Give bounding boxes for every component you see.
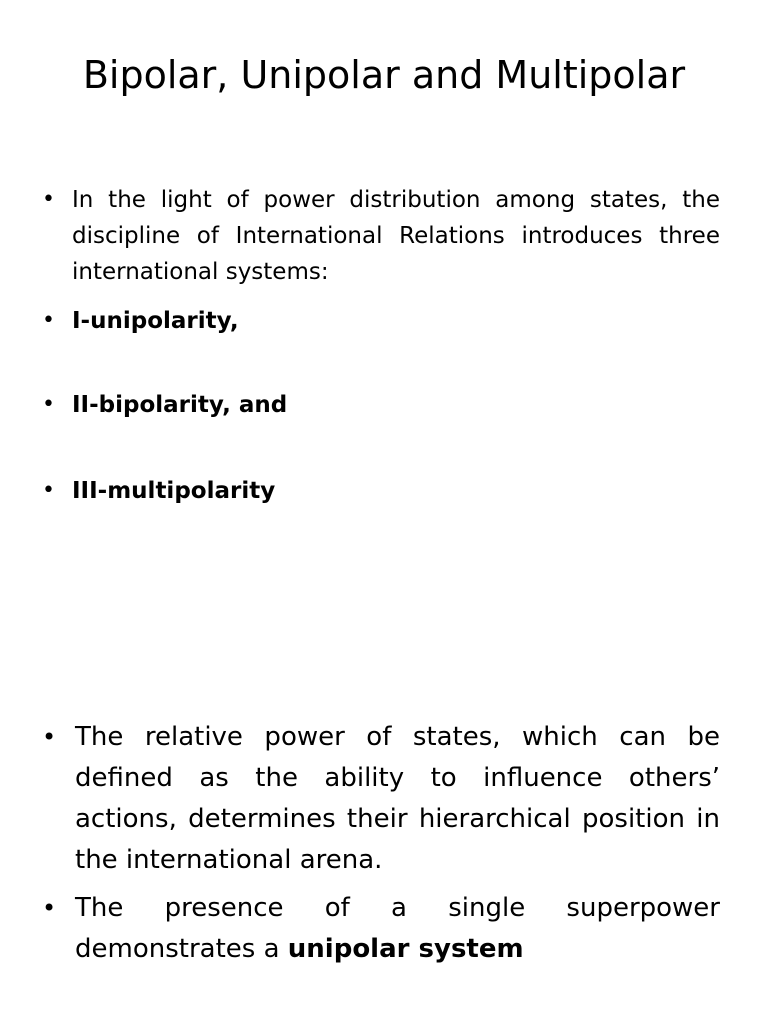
- bullet-text-superpower: [75, 888, 720, 970]
- bullet-text-multipolarity: III-multipolarity: [72, 478, 276, 504]
- bullet-text-bipolarity: II-bipolarity, and: [72, 392, 288, 418]
- bullet-dot-icon: •: [42, 308, 55, 333]
- slide-title: Bipolar, Unipolar and Multipolar: [82, 53, 686, 97]
- bullet-dot-icon: •: [42, 187, 55, 212]
- bullet-text-unipolarity: I-unipolarity,: [72, 308, 239, 334]
- bullet-dot-icon: •: [42, 723, 57, 751]
- bullet-text-intro: In the light of power distribution among states, the discipline of International Relations introduces three international systems:: [72, 187, 720, 285]
- bullet-dot-icon: •: [42, 894, 57, 922]
- superpower-text: The presence of a single superpower demonstrates a: [75, 893, 720, 964]
- bullet-dot-icon: •: [42, 392, 55, 417]
- unipolar-system-emphasis: unipolar system: [287, 934, 524, 964]
- bullet-text-relative-power: The relative power of states, which can be defined as the ability to influence others’ actions, determines their hierarchical position in the international arena.: [75, 722, 720, 875]
- bullet-dot-icon: •: [42, 478, 55, 503]
